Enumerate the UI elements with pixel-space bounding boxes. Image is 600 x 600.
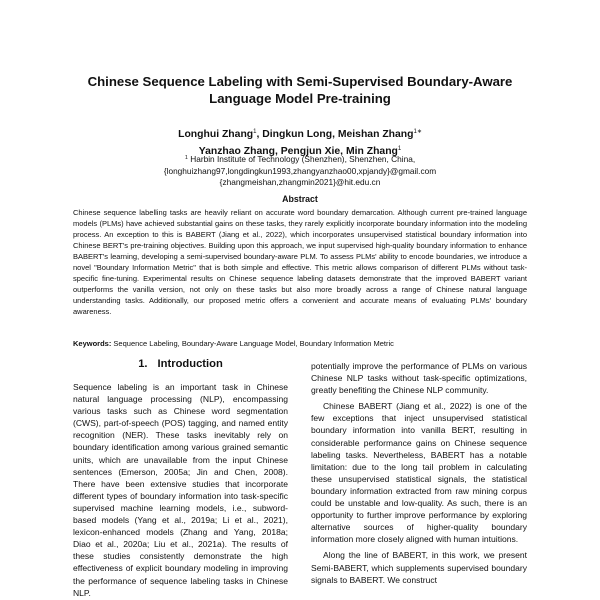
section-heading	[73, 357, 288, 371]
title-line-1: Chinese Sequence Labeling with Semi-Supervised Boundary-Aware	[87, 74, 513, 89]
keywords-label: Keywords:	[73, 339, 112, 348]
paragraph: Chinese BABERT (Jiang et al., 2022) is one of the few exceptions that inject unsupervised statistical boundary information into vanilla BERT, resulting in considerable performance gains on Chinese sequence labeling tasks. Nevertheless, BABERT has a notable limitation: due to the long tail problem in calculating these unsupervised statistical signals, the statistical boundary information extracted from raw mining corpus could be unstable and low-quality. As such, there is an opportunity to further improve performance by exploring alternative sources of higher-quality boundary information more closely aligned with human intuitions.	[311, 401, 527, 545]
keywords	[73, 338, 527, 349]
section-title: Introduction	[157, 358, 223, 370]
affiliation-institution: Harbin Institute of Technology (Shenzhen), Shenzhen, China,	[187, 154, 416, 164]
author-name: Longhui Zhang	[178, 129, 254, 140]
right-column	[311, 360, 527, 600]
keywords-text: Sequence Labeling, Boundary-Aware Language Model, Boundary Information Metric	[111, 339, 394, 348]
affiliation-emails-2: {zhangmeishan,zhangmin2021}@hit.edu.cn	[219, 177, 381, 187]
paragraph: Sequence labeling is an important task in Chinese natural language processing (NLP), encompassing various tasks such as Chinese word segmentation (CWS), part-of-speech (POS) tagging, and named entity recognition (NER). These tasks inevitably rely on boundary identification among various grained semantic units, which are unavailable from the input Chinese sentences (Emerson, 2005a; Jin and Chen, 2008). There have been extensive studies that incorporate different types of boundary information into task-specific supervised machine learning models, i.e., subword-based models (Yang et al., 2019a; Li et al., 2021), lexicon-enhanced models (Zhang and Yang, 2018a; Diao et al., 2020a; Liu et al., 2021a). The results of these studies consistently demonstrate the high effectiveness of explicit boundary modeling in improving the performance of sequence labeling tasks in Chinese NLP.	[73, 382, 288, 598]
title-line-2: Language Model Pre-training	[209, 91, 391, 106]
paragraph: potentially improve the performance of PLMs on various Chinese NLP tasks without task-specific optimizations, greatly benefiting the Chinese NLP community.	[311, 361, 527, 396]
author-names: , Dingkun Long, Meishan Zhang	[256, 129, 414, 140]
abstract-text: Chinese sequence labelling tasks are heavily reliant on accurate word boundary demarcation. Although current pre-trained language models (PLMs) have achieved substantial gains on these tasks, they rarely explicitly incorporate boundary information into the modeling process. An exception to this is BABERT (Jiang et al., 2022), which incorporates unsupervised statistical boundary information into Chinese BERT's pre-training objectives. Building upon this approach, we input supervised high-quality boundary information to enhance BABERT's learning, developing a semi-supervised boundary-aware PLM. To assess PLMs' ability to encode boundaries, we introduce a novel "Boundary Information Metric" that is both simple and effective. This metric allows comparison of different PLMs without task-specific fine-tuning. Experimental results on Chinese sequence labeling datasets demonstrate that the improved BABERT variant outperforms the vanilla version, not only on these tasks but also more broadly across a range of Chinese natural language understanding tasks. Additionally, our proposed metric offers a convenient and accurate means of evaluating PLMs' boundary awareness.	[73, 208, 527, 317]
paragraph: Along the line of BABERT, in this work, we present Semi-BABERT, which supplements supervised boundary signals to BABERT. We construct	[311, 550, 527, 585]
affiliation-marker: 1	[253, 129, 257, 135]
affiliation-emails-1: {longhuizhang97,longdingkun1993,zhangyanzhao00,xpjandy}@gmail.com	[163, 165, 437, 176]
affiliations	[40, 153, 560, 189]
affiliation-marker: 1	[184, 155, 188, 161]
author-names: Yanzhao Zhang, Pengjun Xie, Min Zhang	[198, 146, 398, 157]
abstract-heading: Abstract	[282, 194, 318, 204]
affiliation-marker: 1	[397, 146, 402, 152]
left-column	[73, 381, 288, 599]
paper-title	[40, 73, 560, 107]
affiliation-marker: 1∗	[413, 129, 422, 135]
affiliation-line-1	[40, 153, 560, 166]
section-number: 1.	[138, 358, 148, 370]
authors-line-1	[40, 125, 560, 142]
